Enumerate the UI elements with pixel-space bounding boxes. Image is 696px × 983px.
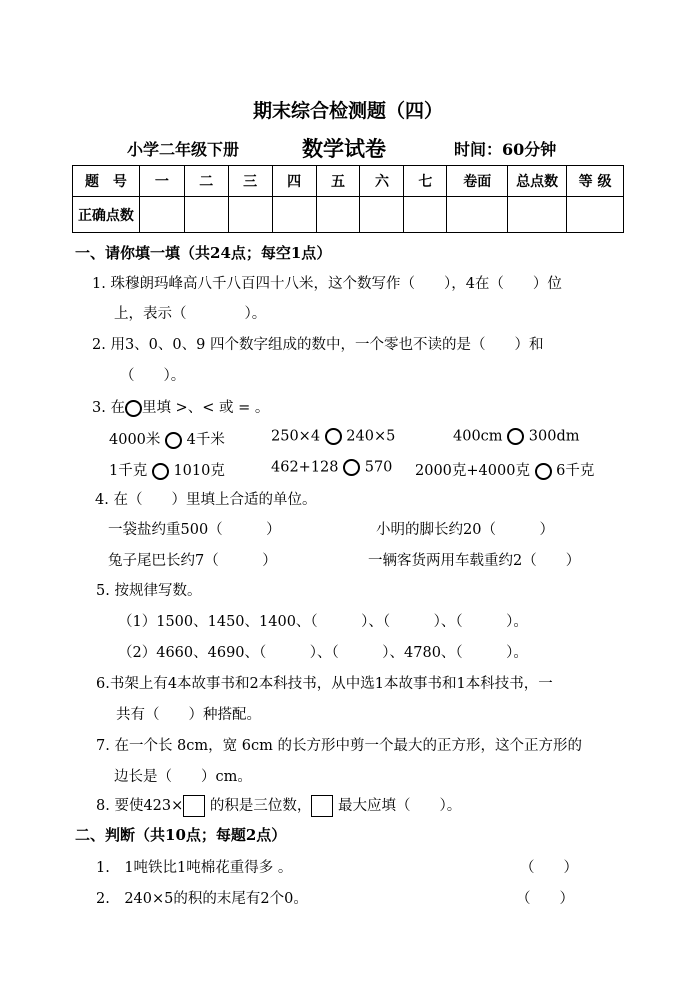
compare-circle-icon bbox=[125, 400, 142, 417]
score-cell[interactable] bbox=[139, 197, 184, 233]
q8-line bbox=[96, 794, 461, 817]
q5-line2: （2）4660、4690、（ ）、（ ）、4780、（ ）。 bbox=[118, 645, 528, 661]
score-header-cell: 卷面 bbox=[447, 166, 508, 197]
score-header-cell: 三 bbox=[228, 166, 272, 197]
q4-heading: 4. 在（ ）里填上合适的单位。 bbox=[95, 492, 317, 508]
compare-right: 6千克 bbox=[556, 463, 595, 479]
answer-box[interactable] bbox=[311, 795, 333, 817]
q3-instruction bbox=[92, 396, 269, 417]
compare-left: 1千克 bbox=[109, 463, 148, 479]
compare-right: 4千米 bbox=[186, 432, 225, 448]
q4-item: 小明的脚长约20（ ） bbox=[376, 522, 554, 538]
q4-item: 一辆客货两用车载重约2（ ） bbox=[368, 553, 581, 569]
compare-left: 400cm bbox=[453, 428, 503, 445]
score-cell[interactable] bbox=[404, 197, 447, 233]
q3-compare-item bbox=[109, 459, 225, 480]
q3-prefix: 3. 在 bbox=[92, 400, 125, 416]
compare-left: 462+128 bbox=[271, 459, 339, 476]
q5-line1: （1）1500、1450、1400、（ ）、（ ）、（ ）。 bbox=[118, 614, 528, 630]
q3-compare-item bbox=[453, 428, 579, 445]
compare-circle-icon[interactable] bbox=[507, 428, 524, 445]
section2-heading: 二、判断（共10点；每题2点） bbox=[75, 826, 287, 844]
compare-left: 2000克+4000克 bbox=[415, 463, 530, 479]
judge-item: 2. 240×5的积的末尾有2个0。 bbox=[96, 891, 308, 907]
score-header-cell: 五 bbox=[316, 166, 360, 197]
score-header-cell: 二 bbox=[184, 166, 228, 197]
page-title: 期末综合检测题（四） bbox=[252, 100, 443, 122]
q3-compare-item bbox=[271, 459, 392, 476]
compare-circle-icon[interactable] bbox=[535, 463, 552, 480]
judge-item: 1. 1吨铁比1吨棉花重得多 。 bbox=[96, 860, 293, 876]
score-table bbox=[72, 165, 624, 233]
score-cell[interactable] bbox=[316, 197, 360, 233]
q4-item: 一袋盐约重500（ ） bbox=[108, 522, 281, 538]
q4-item: 兔子尾巴长约7（ ） bbox=[108, 553, 277, 569]
compare-right: 1010克 bbox=[173, 463, 225, 479]
q5-heading: 5. 按规律写数。 bbox=[96, 583, 202, 599]
score-cell[interactable] bbox=[447, 197, 508, 233]
compare-right: 300dm bbox=[528, 428, 580, 445]
score-cell[interactable] bbox=[184, 197, 228, 233]
grade-label: 小学二年级下册 bbox=[127, 140, 240, 159]
compare-left: 4000米 bbox=[109, 432, 161, 448]
score-header-cell: 等 级 bbox=[567, 166, 624, 197]
score-header-cell: 四 bbox=[272, 166, 316, 197]
q7-line1: 7. 在一个长 8cm，宽 6cm 的长方形中剪一个最大的正方形，这个正方形的 bbox=[96, 738, 582, 754]
compare-circle-icon[interactable] bbox=[152, 463, 169, 480]
q8-part3: 最大应填（ ）。 bbox=[338, 798, 462, 814]
q3-suffix: 里填 >、< 或 = 。 bbox=[141, 400, 270, 416]
q8-part2: 的积是三位数， bbox=[209, 798, 312, 814]
compare-circle-icon[interactable] bbox=[343, 459, 360, 476]
q3-compare-item bbox=[109, 428, 225, 449]
q7-line2: 边长是（ ）cm。 bbox=[114, 769, 252, 785]
score-header-cell: 六 bbox=[360, 166, 404, 197]
score-table-points-row bbox=[73, 197, 624, 233]
q1-line1: 1. 珠穆朗玛峰高八千八百四十八米，这个数写作（ ），4在（ ）位 bbox=[92, 276, 562, 292]
q1-line2: 上，表示（ ）。 bbox=[114, 306, 267, 322]
score-cell[interactable] bbox=[360, 197, 404, 233]
q3-compare-item bbox=[415, 459, 594, 480]
q3-compare-item bbox=[271, 428, 395, 445]
compare-circle-icon[interactable] bbox=[165, 432, 182, 449]
subject-label: 数学试卷 bbox=[302, 137, 386, 161]
score-cell[interactable] bbox=[567, 197, 624, 233]
score-header-cell: 总点数 bbox=[508, 166, 567, 197]
score-header-cell: 一 bbox=[139, 166, 184, 197]
time-label: 时间：60分钟 bbox=[454, 140, 557, 159]
section1-heading: 一、请你填一填（共24点；每空1点） bbox=[75, 244, 332, 262]
compare-circle-icon[interactable] bbox=[325, 428, 342, 445]
score-header-cell: 题 号 bbox=[73, 166, 140, 197]
score-row-label: 正确点数 bbox=[73, 197, 140, 233]
compare-right: 570 bbox=[364, 459, 393, 476]
compare-right: 240×5 bbox=[346, 428, 396, 445]
score-table-header-row bbox=[73, 166, 624, 197]
answer-box[interactable] bbox=[183, 795, 205, 817]
judge-blank[interactable]: （ ） bbox=[520, 860, 578, 876]
q8-part1: 8. 要使423× bbox=[96, 798, 184, 814]
score-header-cell: 七 bbox=[404, 166, 447, 197]
q2-line1: 2. 用3、0、0、9 四个数字组成的数中，一个零也不读的是（ ）和 bbox=[92, 337, 544, 353]
compare-left: 250×4 bbox=[271, 428, 321, 445]
q6-line2: 共有（ ）种搭配。 bbox=[116, 707, 261, 723]
score-cell[interactable] bbox=[272, 197, 316, 233]
q6-line1: 6.书架上有4本故事书和2本科技书，从中选1本故事书和1本科技书，一 bbox=[96, 676, 553, 692]
judge-blank[interactable]: （ ） bbox=[516, 891, 574, 907]
q2-line2: （ ）。 bbox=[120, 368, 186, 384]
score-cell[interactable] bbox=[508, 197, 567, 233]
score-cell[interactable] bbox=[228, 197, 272, 233]
